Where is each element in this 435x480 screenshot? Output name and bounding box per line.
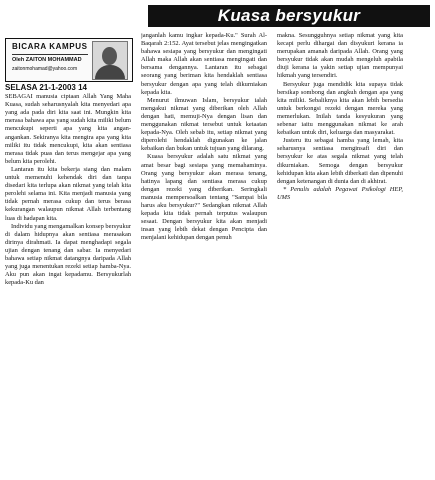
author-photo [92,41,128,80]
paragraph: Individu yang mengamalkan konsep bersyukur di dalam hidupnya akan sentiasa merasakan dirinya dirahmati. Ia dapat menghadapi segala ujian dengan tenang dan sabar. Ia menyedari bahawa setiap nikmat datangnya daripada Allah yang juga menentukan rezeki setiap hamba-Nya. Aku pun akan ingat kepadamu. Bersyukurlah kepada-Ku dan [5,222,131,287]
paragraph: makna. Sesungguhnya setiap nikmat yang kita kecapi perlu dihargai dan disyukuri kerana ia merupakan amanah daripada Allah. Orang yang bersyukur tidak akan mudah mengeluh apabila diuji kerana ia yakin setiap ujian mempunyai hikmah yang tersendiri. [277,32,403,80]
paragraph: Lantaran itu kita bekerja siang dan malam untuk memenuhi kehendak diri dan tanpa disedari kita terlupa akan nikmat yang telah kita perolehi selama ini. Kita menjadi manusia yang tidak pernah merasa cukup dan terus berasa kekurangan walaupun nikmat Allah terbentang luas di hadapan kita. [5,165,131,222]
article-column-3 [277,32,403,476]
author-note: * Penulis adalah Pegawai Psikologi HEP, UMS [277,185,403,201]
handwritten-date: SELASA 21-1-2003 14 [5,84,87,92]
author-email: zaitonmohamad@yahoo.com [12,66,78,72]
author-name: Oleh ZAITON MOHAMMAD [12,57,82,63]
paragraph: Bersyukur juga mendidik kita supaya tidak bersikap sombong dan angkuh dengan apa yang kita miliki. Sebaliknya kita akan lebih bersedia untuk berkongsi rezeki dengan mereka yang memerlukan. Inilah tanda kesyukuran yang sebenar iaitu menggunakan nikmat ke arah kebaikan untuk diri, keluarga dan masyarakat. [277,80,403,137]
author-photo-head [102,47,117,65]
byline-box [5,38,133,82]
paragraph: Kuasa bersyukur adalah satu nikmat yang amat besar bagi sesiapa yang memahaminya. Orang yang bersyukur akan merasa tenang, hatinya lapang dan sentiasa merasa cukup dengan rezeki yang diberikan. Seringkali manusia mempersoalkan tentang "Sampai bila harus aku bersyukur?" Sedangkan nikmat Allah kepada kita tidak pernah terputus walaupun sesaat. Dengan bersyukur kita akan menjadi insan yang lebih dekat dengan Pencipta dan menjalani kehidupan dengan penuh [141,153,267,242]
article-title: Kuasa bersyukur [217,6,361,25]
author-photo-shoulders [95,65,125,80]
paragraph: SEBAGAI manusia ciptaan Allah Yang Maha Kuasa, sudah seharusnyalah kita menyedari apa yang ada pada diri kita saat ini. Mungkin kita merasa bahawa apa yang sudah kita miliki belum mencukupi seperti apa yang kita angan-angankan. Sekiranya kita mengira apa yang kita miliki itu tidak mencukupi, kita akan sentiasa merasa tidak puas dan terus mengejar apa yang belum kita perolehi. [5,93,131,165]
article-column-2 [141,32,267,476]
article-column-1 [5,84,131,476]
paragraph: janganlah kamu ingkar kepada-Ku." Surah Al-Baqarah 2:152. Ayat tersebut jelas mengingatkan bahawa sesiapa yang bersyukur dan mengingati Allah maka Allah akan sentiasa mengingati dan bersama dengannya. Lantaran itu sebagai seorang yang beriman kita hendaklah sentiasa bersyukur dengan apa yang telah dikurniakan kepada kita. [141,32,267,96]
paragraph: Menurut ilmuwan Islam, bersyukur ialah mengakui nikmat yang diberikan oleh Allah dengan hati, memuji-Nya dengan lisan dan menggunakan nikmat tersebut untuk ketaatan kepada-Nya. Oleh sebab itu, setiap nikmat yang diperolehi hendaklah digunakan ke jalan kebaikan dan bukan untuk tujuan yang dilarang. [141,96,267,153]
column-name: BICARA KAMPUS [12,42,88,55]
paragraph: Justeru itu sebagai hamba yang lemah, kita seharusnya sentiasa menginsafi diri dan bersyukur ke atas segala nikmat yang telah dikurniakan. Semoga dengan bersyukur kehidupan kita akan lebih diberkati dan dipenuhi dengan ketenangan di dunia dan di akhirat. [277,137,403,185]
article-title-banner [148,5,430,27]
